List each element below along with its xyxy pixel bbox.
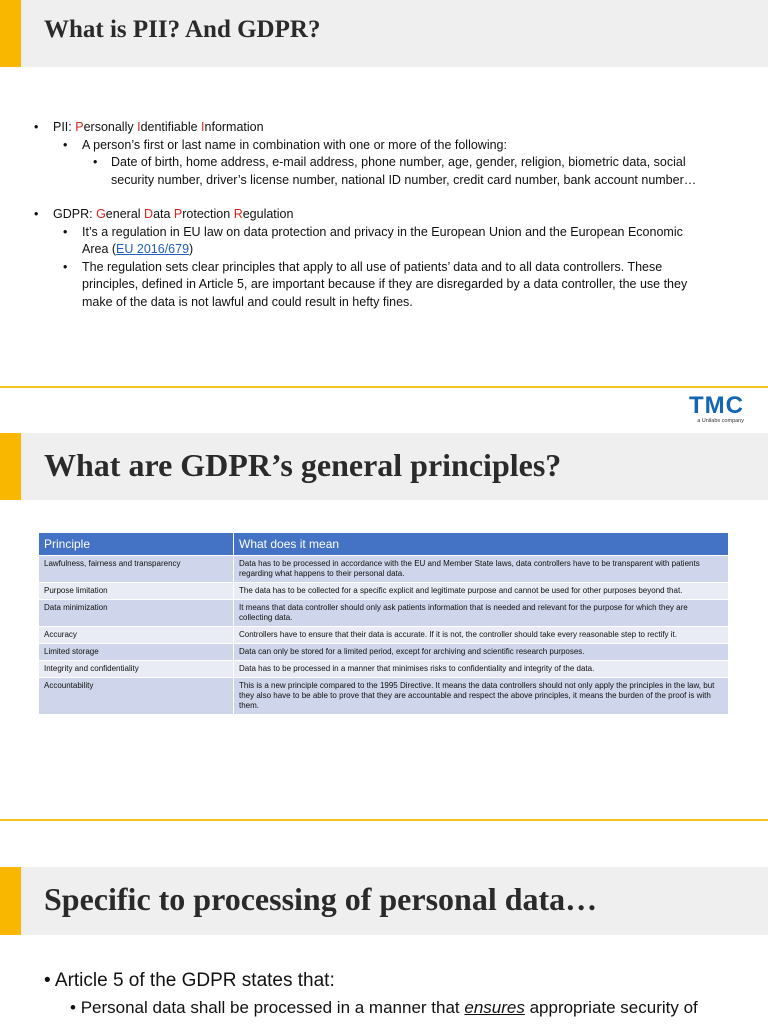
table-row	[39, 583, 729, 600]
slide-gdpr-principles	[0, 388, 768, 819]
table-header-row	[39, 533, 729, 556]
meaning-cell: Controllers have to ensure that their data is accurate. If it is not, the controller should take every reasonable step to rectify it.	[234, 627, 729, 644]
slide-title: What is PII? And GDPR?	[44, 16, 321, 43]
column-header: What does it mean	[234, 533, 729, 556]
principle-cell: Limited storage	[39, 644, 234, 661]
title-bar	[0, 0, 768, 67]
eu-regulation-link[interactable]: EU 2016/679	[116, 242, 190, 256]
tmc-logo: TMC a Unilabs company	[689, 392, 744, 424]
slide-title: Specific to processing of personal data…	[44, 881, 598, 917]
meaning-cell: This is a new principle compared to the 1995 Directive. It means the data controllers should not only apply the principles in the law, but they also have to be able to prove that they are accountable and respect the above principles, it means the burden of the proof is with them.	[234, 678, 729, 715]
principle-cell: Accuracy	[39, 627, 234, 644]
table-row	[39, 627, 729, 644]
column-header: Principle	[39, 533, 234, 556]
principle-cell: Data minimization	[39, 600, 234, 627]
slide-pii-gdpr	[0, 0, 768, 386]
title-bar	[0, 867, 768, 935]
table-row	[39, 556, 729, 583]
bullet-list	[34, 119, 734, 311]
table-row	[39, 661, 729, 678]
article5-bullet: • Article 5 of the GDPR states that:	[44, 970, 335, 991]
principle-cell: Integrity and confidentiality	[39, 661, 234, 678]
principle-cell: Accountability	[39, 678, 234, 715]
meaning-cell: Data can only be stored for a limited period, except for archiving and scientific research purposes.	[234, 644, 729, 661]
meaning-cell: It means that data controller should only ask patients information that is needed and relevant for the purpose for which they are collecting data.	[234, 600, 729, 627]
accent-bar	[0, 433, 21, 500]
accent-bar	[0, 867, 21, 935]
bullet-gdpr-sub-1: • It’s a regulation in EU law on data protection and privacy in the European Union and the European Economic Area (EU 2016/679)	[63, 224, 683, 256]
bullet-pii-sub: • A person’s first or last name in combination with one or more of the following:	[63, 137, 507, 152]
slide-processing-personal-data	[0, 821, 768, 1024]
title-bar	[0, 433, 768, 500]
table-row	[39, 644, 729, 661]
table-row	[39, 600, 729, 627]
accent-bar	[0, 0, 21, 67]
meaning-cell: Data has to be processed in accordance with the EU and Member State laws, data controllers have to be transparent with patients regarding what happens to their personal data.	[234, 556, 729, 583]
table-row	[39, 678, 729, 715]
bullet-gdpr: • GDPR: General Data Protection Regulation	[34, 207, 294, 221]
article5-sub-bullet: • Personal data shall be processed in a manner that ensures appropriate security of	[70, 998, 698, 1017]
principle-cell: Purpose limitation	[39, 583, 234, 600]
bullet-pii-subsub: • Date of birth, home address, e-mail address, phone number, age, gender, religion, biometric data, social security number, driver’s license number, national ID number, credit card number, bank account number…	[93, 155, 697, 187]
meaning-cell: The data has to be collected for a specific explicit and legitimate purpose and cannot be used for other purposes beyond that.	[234, 583, 729, 600]
principles-table	[39, 533, 729, 714]
meaning-cell: Data has to be processed in a manner that minimises risks to confidentiality and integrity of the data.	[234, 661, 729, 678]
principle-cell: Lawfulness, fairness and transparency	[39, 556, 234, 583]
bullet-gdpr-sub-2: • The regulation sets clear principles that apply to all use of patients’ data and to all data controllers. These principles, defined in Article 5, are important because if they are disregarded by a data controller, the use they make of the data is not lawful and could result in hefty fines.	[63, 259, 688, 309]
slide-title: What are GDPR’s general principles?	[44, 447, 562, 483]
bullet-pii: • PII: Personally Identifiable Information	[34, 120, 264, 134]
